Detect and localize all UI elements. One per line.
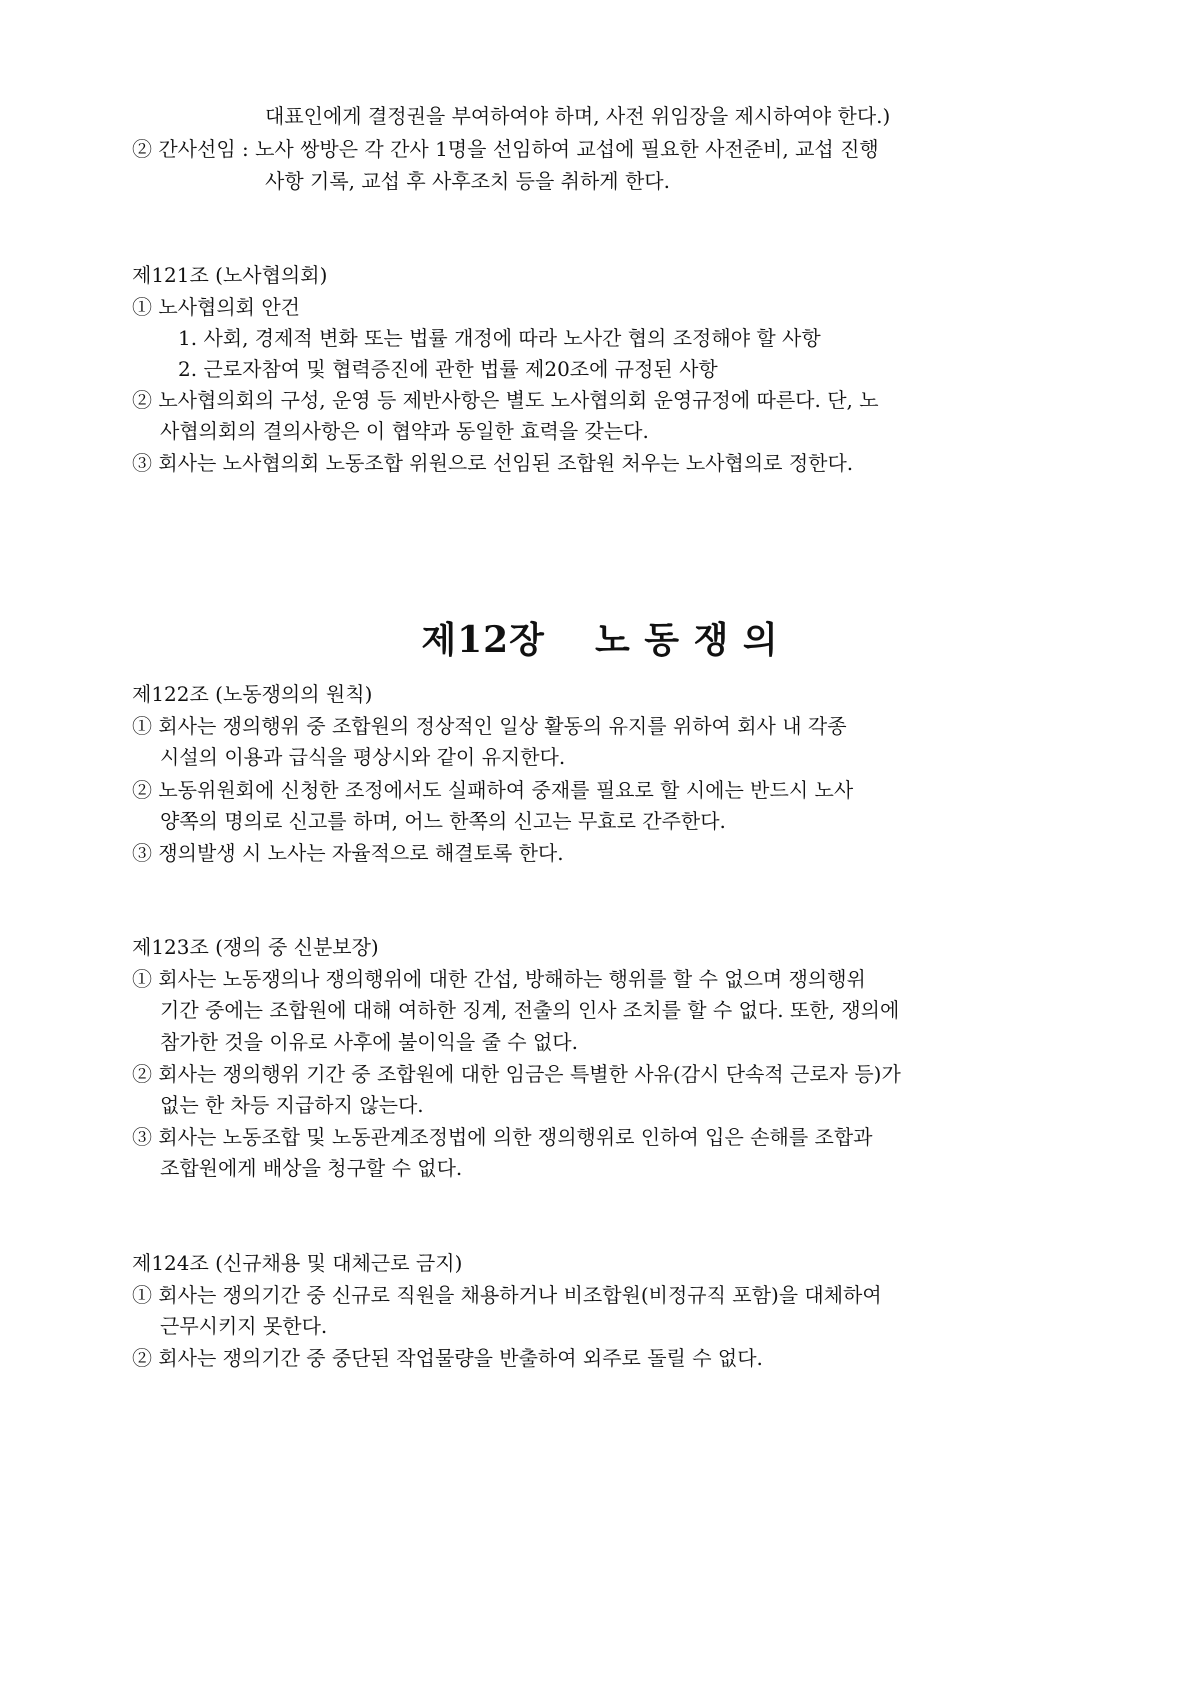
article-124-item-1: ① 회사는 쟁의기간 중 신규로 직원을 채용하거나 비조합원(비정규직 포함)을 대체하여 [132,1283,882,1307]
continuation-item-2-cont: 사항 기록, 교섭 후 사후조치 등을 취하게 한다. [265,169,670,193]
article-121-item-1: ① 노사협의회 안건 [132,295,300,319]
article-123-item-3: ③ 회사는 노동조합 및 노동관계조정법에 의한 쟁의행위로 인하여 입은 손해를 조합과 [132,1125,873,1149]
article-122-heading: 제122조 (노동쟁의의 원칙) [132,682,373,706]
chapter-number: 제12장 [421,619,545,661]
article-121-item-3: ③ 회사는 노사협의회 노동조합 위원으로 선임된 조합원 처우는 노사협의로 정한다. [132,451,854,475]
article-121-sub-2: 2. 근로자참여 및 협력증진에 관한 법률 제20조에 규정된 사항 [178,357,718,381]
article-122-item-3: ③ 쟁의발생 시 노사는 자율적으로 해결토록 한다. [132,841,564,865]
article-123-item-1: ① 회사는 노동쟁의나 쟁의행위에 대한 간섭, 방해하는 행위를 할 수 없으며 쟁의행위 [132,967,866,991]
article-123-item-2: ② 회사는 쟁의행위 기간 중 조합원에 대한 임금은 특별한 사유(감시 단속적 근로자 등)가 [132,1062,901,1086]
article-124-heading: 제124조 (신규채용 및 대체근로 금지) [132,1251,463,1275]
article-121-item-2-cont: 사협의회의 결의사항은 이 협약과 동일한 효력을 갖는다. [160,419,649,443]
chapter-title [0,612,1200,663]
continuation-item-2: ② 간사선임 : 노사 쌍방은 각 간사 1명을 선임하여 교섭에 필요한 사전준비, 교섭 진행 [132,137,879,161]
article-123-item-2-cont: 없는 한 차등 지급하지 않는다. [160,1093,424,1117]
article-124-item-1-cont: 근무시키지 못한다. [160,1314,328,1338]
article-121-item-2: ② 노사협의회의 구성, 운영 등 제반사항은 별도 노사협의회 운영규정에 따른다. 단, 노 [132,388,879,412]
article-122-item-2-cont: 양쪽의 명의로 신고를 하며, 어느 한쪽의 신고는 무효로 간주한다. [160,809,726,833]
article-123-heading: 제123조 (쟁의 중 신분보장) [132,935,379,959]
article-123-item-3-cont: 조합원에게 배상을 청구할 수 없다. [160,1156,463,1180]
article-124-item-2: ② 회사는 쟁의기간 중 중단된 작업물량을 반출하여 외주로 돌릴 수 없다. [132,1346,763,1370]
article-121-heading: 제121조 (노사협의회) [132,263,328,287]
continuation-line: 대표인에게 결정권을 부여하여야 하며, 사전 위임장을 제시하여야 한다.) [265,104,891,128]
article-122-item-1: ① 회사는 쟁의행위 중 조합원의 정상적인 일상 활동의 유지를 위하여 회사 내 각종 [132,714,847,738]
article-123-item-1-cont-2: 참가한 것을 이유로 사후에 불이익을 줄 수 없다. [160,1030,578,1054]
article-122-item-1-cont: 시설의 이용과 급식을 평상시와 같이 유지한다. [160,745,566,769]
article-122-item-2: ② 노동위원회에 신청한 조정에서도 실패하여 중재를 필요로 할 시에는 반드시 노사 [132,778,854,802]
chapter-name: 노 동 쟁 의 [594,619,779,661]
article-123-item-1-cont-1: 기간 중에는 조합원에 대해 여하한 징계, 전출의 인사 조치를 할 수 없다. 또한, 쟁의에 [160,998,900,1022]
article-121-sub-1: 1. 사회, 경제적 변화 또는 법률 개정에 따라 노사간 협의 조정해야 할 사항 [178,326,821,350]
